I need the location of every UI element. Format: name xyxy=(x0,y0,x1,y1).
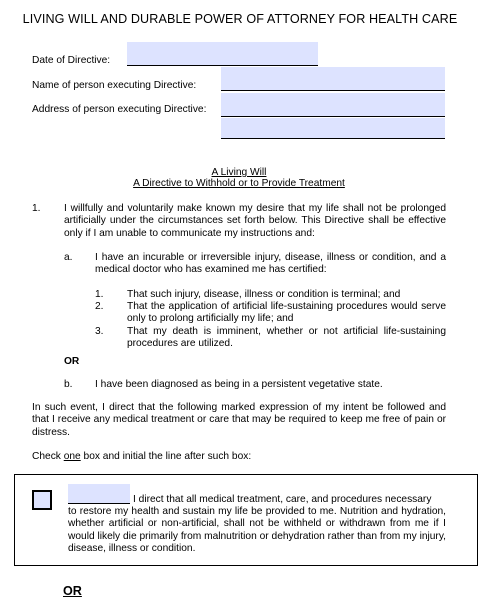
item-number-1: 1. xyxy=(32,203,41,214)
section-heading xyxy=(0,167,478,189)
option-first-line: I direct that all medical treatment, care, and procedures necessary xyxy=(133,494,432,505)
section1-text: I willfully and voluntarily make known my desire that my life shall not be prolonged artificially under the circumstances set forth below. This Directive shall be effective only if I am unable to communicate my instructions and: xyxy=(64,203,446,239)
item-a-text: I have an incurable or irreversible injury, disease, illness or condition, and a medical doctor who has examined me has certified: xyxy=(95,252,446,276)
subitem-number: 1. xyxy=(95,289,104,300)
subitem-number: 3. xyxy=(95,326,104,337)
address-label: Address of person executing Directive: xyxy=(32,104,207,115)
item-b-label: b. xyxy=(64,379,73,390)
address-field-line2[interactable] xyxy=(221,118,445,139)
name-field[interactable] xyxy=(221,67,445,91)
heading-line1: A Living Will xyxy=(211,167,267,178)
or-separator: OR xyxy=(64,356,80,367)
initial-field[interactable] xyxy=(68,484,130,504)
check-instruction xyxy=(32,451,251,462)
subitem-text: That the application of artificial life-sustaining procedures would serve only to prolong artificially my life; and xyxy=(127,301,446,325)
document-title: LIVING WILL AND DURABLE POWER OF ATTORNEY FOR HEALTH CARE xyxy=(22,12,458,26)
event-paragraph: In such event, I direct that the following marked expression of my intent be followed and that I receive any medical treatment or care that may be required to keep me free of pain or distress. xyxy=(32,402,446,438)
check-instruction-underlined: one xyxy=(63,451,81,462)
item-a-label: a. xyxy=(64,252,73,263)
address-field-line1[interactable] xyxy=(221,93,445,117)
subitem-text: That my death is imminent, whether or not artificial life-sustaining procedures are utilized. xyxy=(127,326,446,350)
check-instruction-after: box and initial the line after such box: xyxy=(80,451,252,462)
or-bottom: OR xyxy=(63,584,82,598)
name-label: Name of person executing Directive: xyxy=(32,80,197,91)
heading-line2: A Directive to Withhold or to Provide Treatment xyxy=(133,178,345,189)
subitem-text: That such injury, disease, illness or condition is terminal; and xyxy=(127,289,401,300)
option-text: to restore my health and sustain my life be provided to me. Nutrition and hydration, whether artificial or non-artificial, shall not be withheld or withdrawn from me if I would likely die primarily from malnutrition or dehydration rather than from my injury, disease, illness or condition. xyxy=(68,506,446,555)
option-checkbox[interactable] xyxy=(32,490,52,510)
date-label: Date of Directive: xyxy=(32,55,111,66)
check-instruction-before: Check xyxy=(32,451,64,462)
subitem-number: 2. xyxy=(95,301,104,312)
item-b-text: I have been diagnosed as being in a persistent vegetative state. xyxy=(95,379,383,390)
date-field[interactable] xyxy=(127,42,318,66)
